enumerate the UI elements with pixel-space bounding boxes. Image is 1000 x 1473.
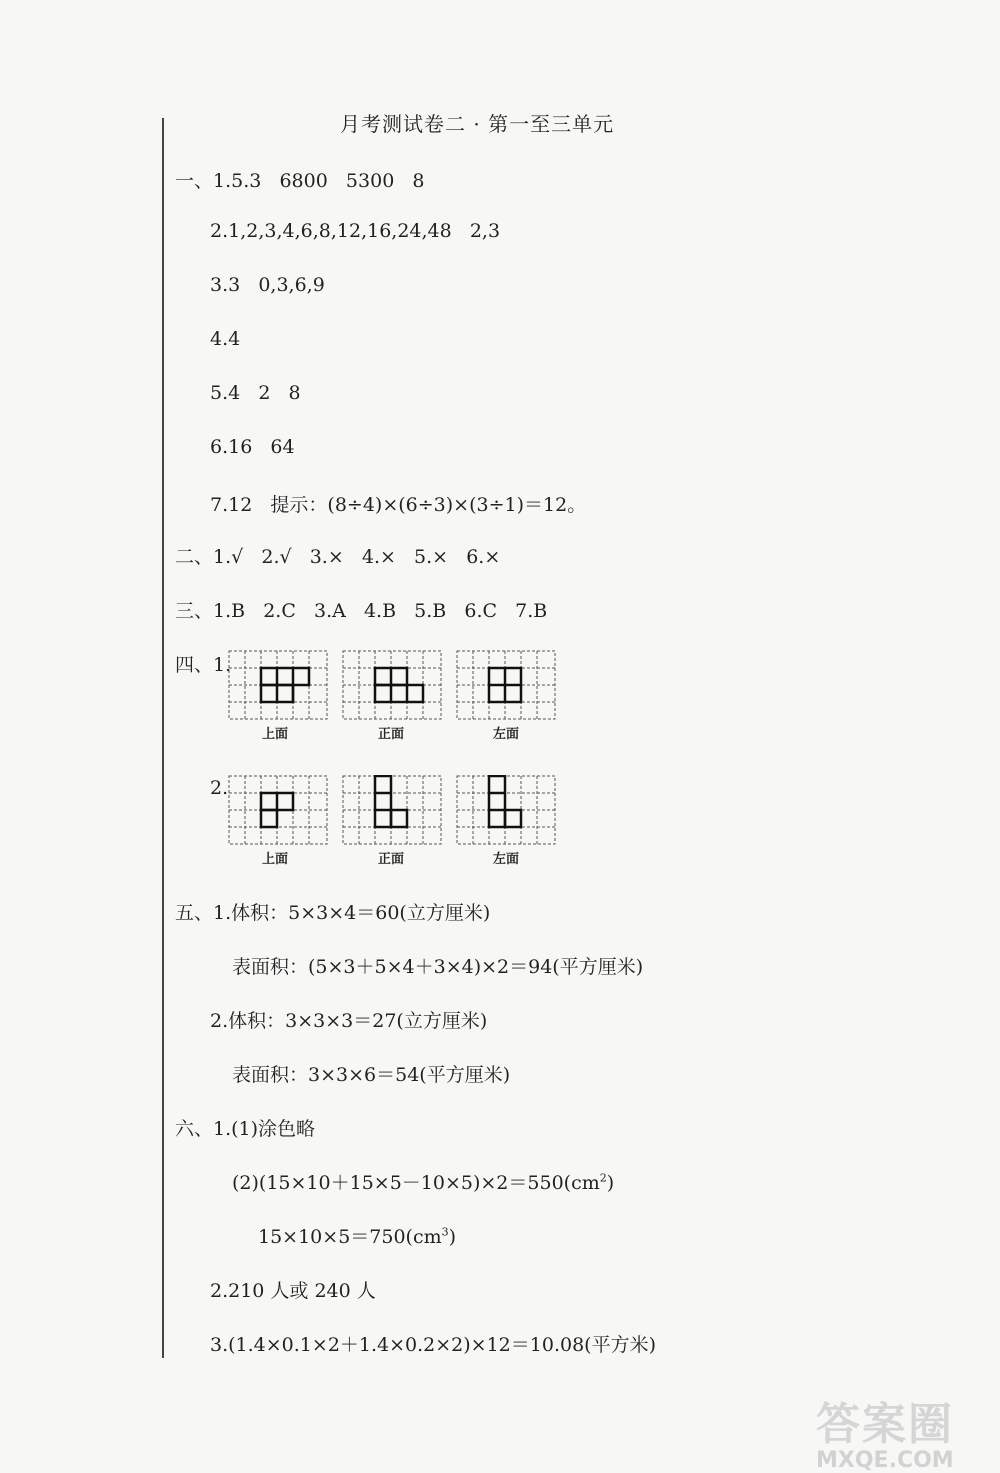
view-grid-front-2 [342,775,442,845]
caption-top-2: 上面 [262,852,289,867]
caption-front-1: 正面 [378,727,405,742]
answer-6-2-text: (2)(15×10＋15×5－10×5)×2＝550(cm [232,1172,600,1194]
watermark-url: MXQE.COM [816,1448,954,1473]
caption-front-2: 正面 [378,852,405,867]
watermark-brand: 答案圈 [816,1399,954,1450]
answer-3: 三、1.B 2.C 3.A 4.B 5.B 6.C 7.B [175,600,548,622]
caption-top-1: 上面 [262,727,289,742]
answer-6-3-close: ) [448,1226,457,1248]
answer-6-2-sup: 2 [599,1171,607,1185]
answer-1-2: 2.1,2,3,4,6,8,12,16,24,48 2,3 [210,220,501,242]
answer-1-1: 一、1.5.3 6800 5300 8 [175,170,425,192]
answer-6-3-sup: 3 [441,1225,449,1239]
answer-6-5: 3.(1.4×0.1×2＋1.4×0.2×2)×12＝10.08(平方米) [210,1334,656,1356]
answer-6-3 [258,1222,456,1249]
answer-5-4: 表面积：3×3×6＝54(平方厘米) [232,1064,511,1086]
answer-1-5: 5.4 2 8 [210,382,301,404]
answer-6-4: 2.210 人或 240 人 [210,1280,376,1302]
answer-4-label-2: 2. [210,777,229,799]
view-grid-left-1 [456,650,556,720]
view-grid-front-1 [342,650,442,720]
view-grid-top-2 [228,775,328,845]
answer-2: 二、1.√ 2.√ 3.× 4.× 5.× 6.× [175,546,501,568]
answer-1-4: 4.4 [210,328,241,350]
answer-1-3: 3.3 0,3,6,9 [210,274,325,296]
answer-6-2-close: ) [606,1172,615,1194]
answer-5-1: 五、1.体积：5×3×4＝60(立方厘米) [175,902,491,924]
caption-left-1: 左面 [493,727,520,742]
answer-5-2: 表面积：(5×3＋5×4＋3×4)×2＝94(平方厘米) [232,956,644,978]
page-title: 月考测试卷二 · 第一至三单元 [340,112,615,136]
view-grid-top-1 [228,650,328,720]
answer-6-1: 六、1.(1)涂色略 [175,1118,316,1140]
margin-line [162,118,164,1358]
view-grid-left-2 [456,775,556,845]
watermark [816,1388,954,1473]
answer-1-7: 7.12 提示：(8÷4)×(6÷3)×(3÷1)＝12。 [210,494,587,516]
answer-4-label-1: 四、1. [175,654,232,676]
answer-5-3: 2.体积：3×3×3＝27(立方厘米) [210,1010,488,1032]
answer-6-3-text: 15×10×5＝750(cm [258,1226,442,1248]
answer-1-6: 6.16 64 [210,436,295,458]
caption-left-2: 左面 [493,852,520,867]
answer-6-2 [232,1168,614,1195]
